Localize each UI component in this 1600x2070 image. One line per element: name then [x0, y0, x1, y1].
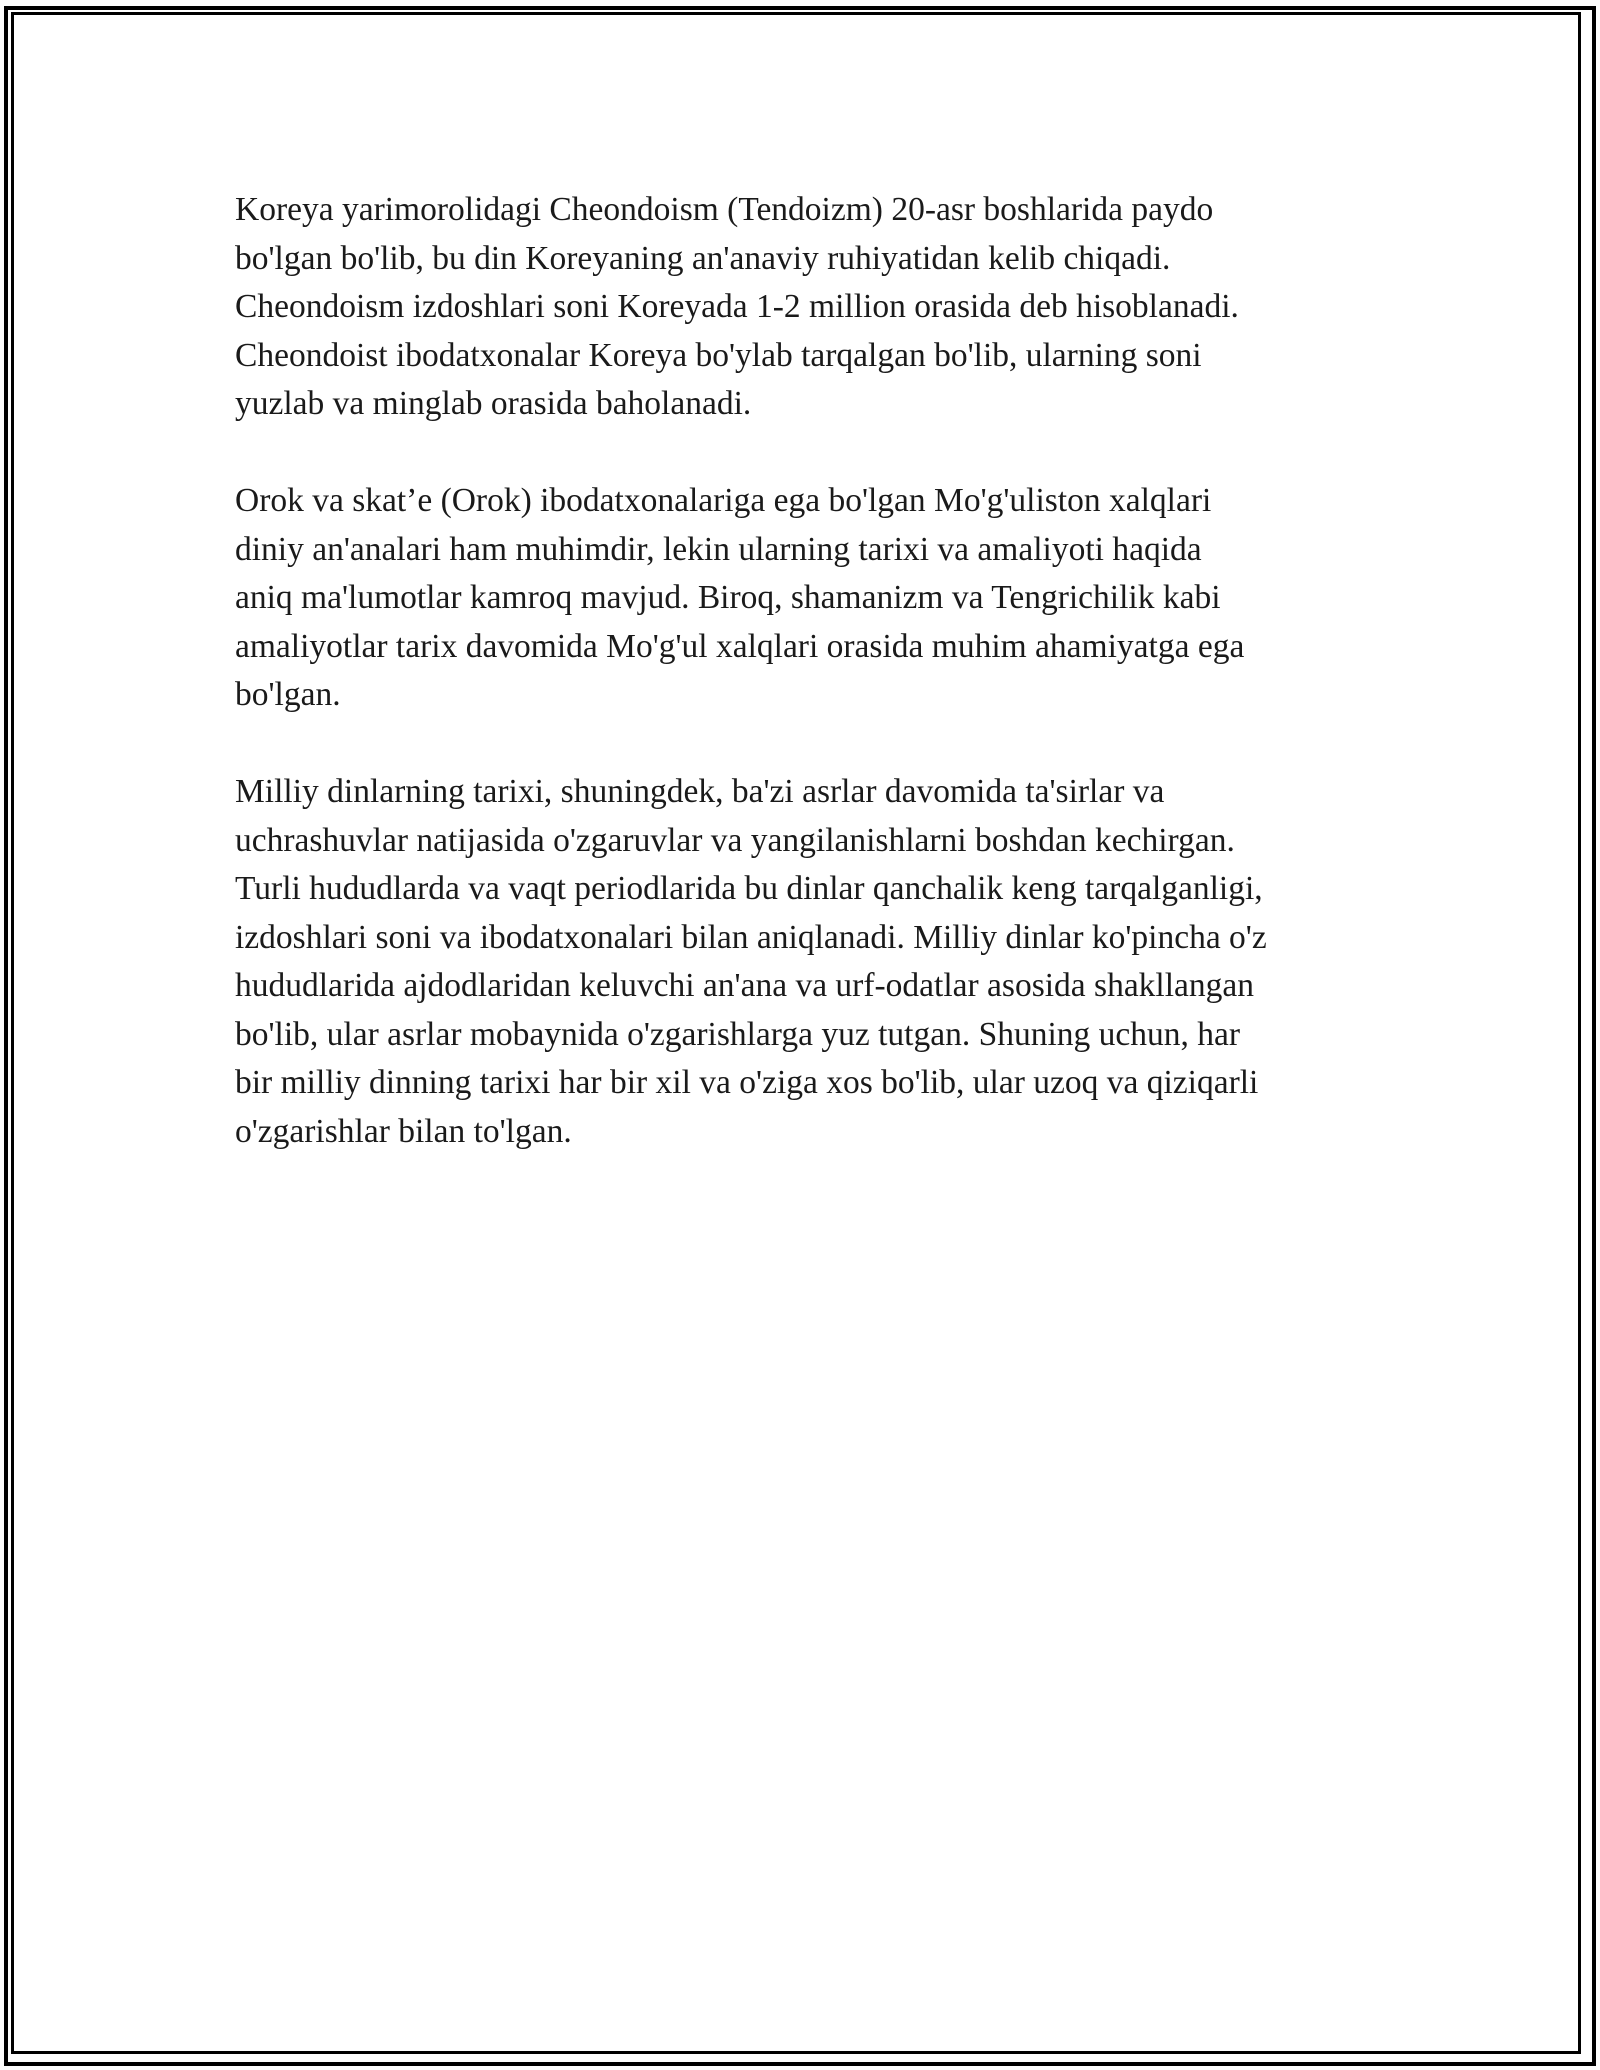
- paragraph-national-religions-history: Milliy dinlarning tarixi, shuningdek, ba'zi asrlar davomida ta'sirlar va uchrashuvlar natijasida o'zgaruvlar va yangilanishlarni boshdan kechirgan. Turli hududlarda va vaqt periodlarida bu dinlar qanchalik keng tarqalganligi, izdoshlari soni va ibodatxonalari bilan aniqlanadi. Milliy dinlar ko'pincha o'z hududlarida ajdodlaridan keluvchi an'ana va urf-odatlar asosida shakllangan bo'lib, ular asrlar mobaynida o'zgarishlarga yuz tutgan. Shuning uchun, har bir milliy dinning tarixi har bir xil va o'ziga xos bo'lib, ular uzoq va qiziqarli o'zgarishlar bilan to'lgan.: [235, 773, 1267, 1150]
- paragraph-cheondoism: Koreya yarimorolidagi Cheondoism (Tendoizm) 20-asr boshlarida paydo bo'lgan bo'lib, bu din Koreyaning an'anaviy ruhiyatidan kelib chiqadi. Cheondoism izdoshlari soni Koreyada 1-2 million orasida deb hisoblanadi. Cheondoist ibodatxonalar Koreya bo'ylab tarqalgan bo'lib, ularning soni yuzlab va minglab orasida baholanadi.: [235, 191, 1239, 422]
- document-body: [235, 186, 1385, 1205]
- paragraph-mongolian-traditions: Orok va skat’e (Orok) ibodatxonalariga ega bo'lgan Mo'g'uliston xalqlari diniy an'analari ham muhimdir, lekin ularning tarixi va amaliyoti haqida aniq ma'lumotlar kamroq mavjud. Biroq, shamanizm va Tengrichilik kabi amaliyotlar tarix davomida Mo'g'ul xalqlari orasida muhim ahamiyatga ega bo'lgan.: [235, 482, 1245, 713]
